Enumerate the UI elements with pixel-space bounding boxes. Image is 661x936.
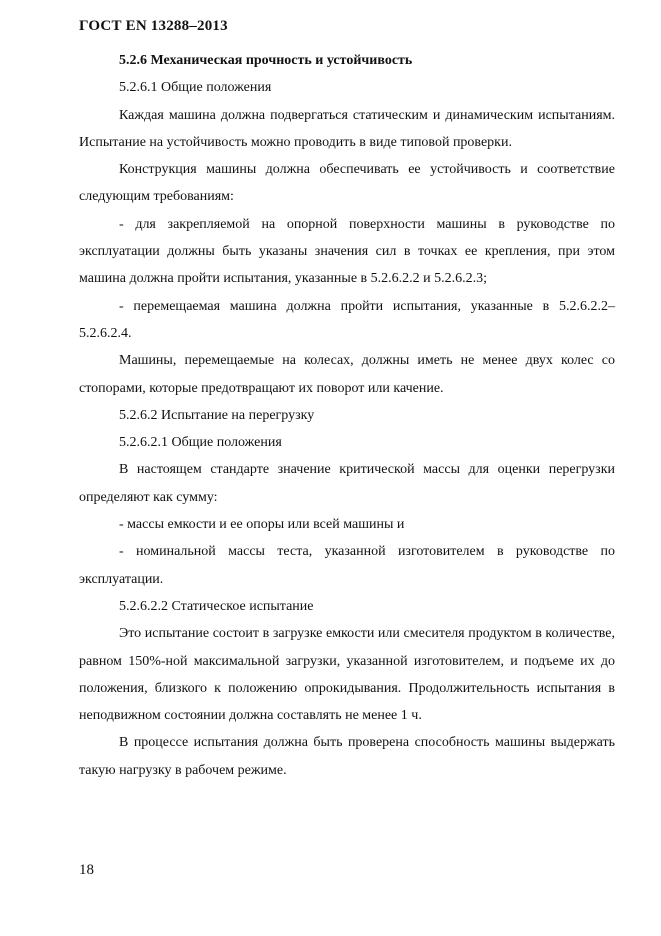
document-body	[79, 47, 615, 784]
paragraph: Каждая машина должна подвергаться статическим и динамическим испытаниям. Испытание на устойчивость можно проводить в виде типовой проверки.	[79, 107, 615, 150]
list-item: - для закрепляемой на опорной поверхности машины в руководстве по эксплуатации должны быть указаны значения сил в точках ее крепления, при этом машина должна пройти испытания, указанные в 5.2.6.2.2 и 5.2.6.2.3;	[79, 216, 615, 287]
list-item: - номинальной массы теста, указанной изготовителем в руководстве по эксплуатации.	[79, 544, 615, 587]
section-heading: 5.2.6 Механическая прочность и устойчивость	[119, 53, 413, 68]
paragraph: Конструкция машины должна обеспечивать ее устойчивость и соответствие следующим требованиям:	[79, 162, 615, 205]
paragraph: Это испытание состоит в загрузке емкости или смесителя продуктом в количестве, равном 150%-ной максимальной загрузки, указанной изготовителем, и подъеме их до положения, близкого к положению опрокидывания. Продолжительность испытания в неподвижном состоянии должна составлять не менее 1 ч.	[79, 626, 615, 724]
subsection-heading: 5.2.6.2.1 Общие положения	[119, 435, 282, 451]
document-header: ГОСТ EN 13288–2013	[79, 18, 228, 34]
subsection-heading: 5.2.6.1 Общие положения	[119, 80, 272, 96]
list-item: - массы емкости и ее опоры или всей машины и	[119, 517, 405, 533]
paragraph: Машины, перемещаемые на колесах, должны иметь не менее двух колес со стопорами, которые предотвращают их поворот или качение.	[79, 353, 615, 396]
paragraph: В процессе испытания должна быть проверена способность машины выдержать такую нагрузку в рабочем режиме.	[79, 735, 615, 778]
page-number: 18	[79, 862, 94, 878]
paragraph: В настоящем стандарте значение критической массы для оценки перегрузки определяют как сумму:	[79, 462, 615, 505]
subsection-heading: 5.2.6.2.2 Статическое испытание	[119, 598, 314, 614]
list-item: - перемещаемая машина должна пройти испытания, указанные в 5.2.6.2.2–5.2.6.2.4.	[79, 298, 615, 341]
subsection-heading: 5.2.6.2 Испытание на перегрузку	[119, 407, 315, 423]
